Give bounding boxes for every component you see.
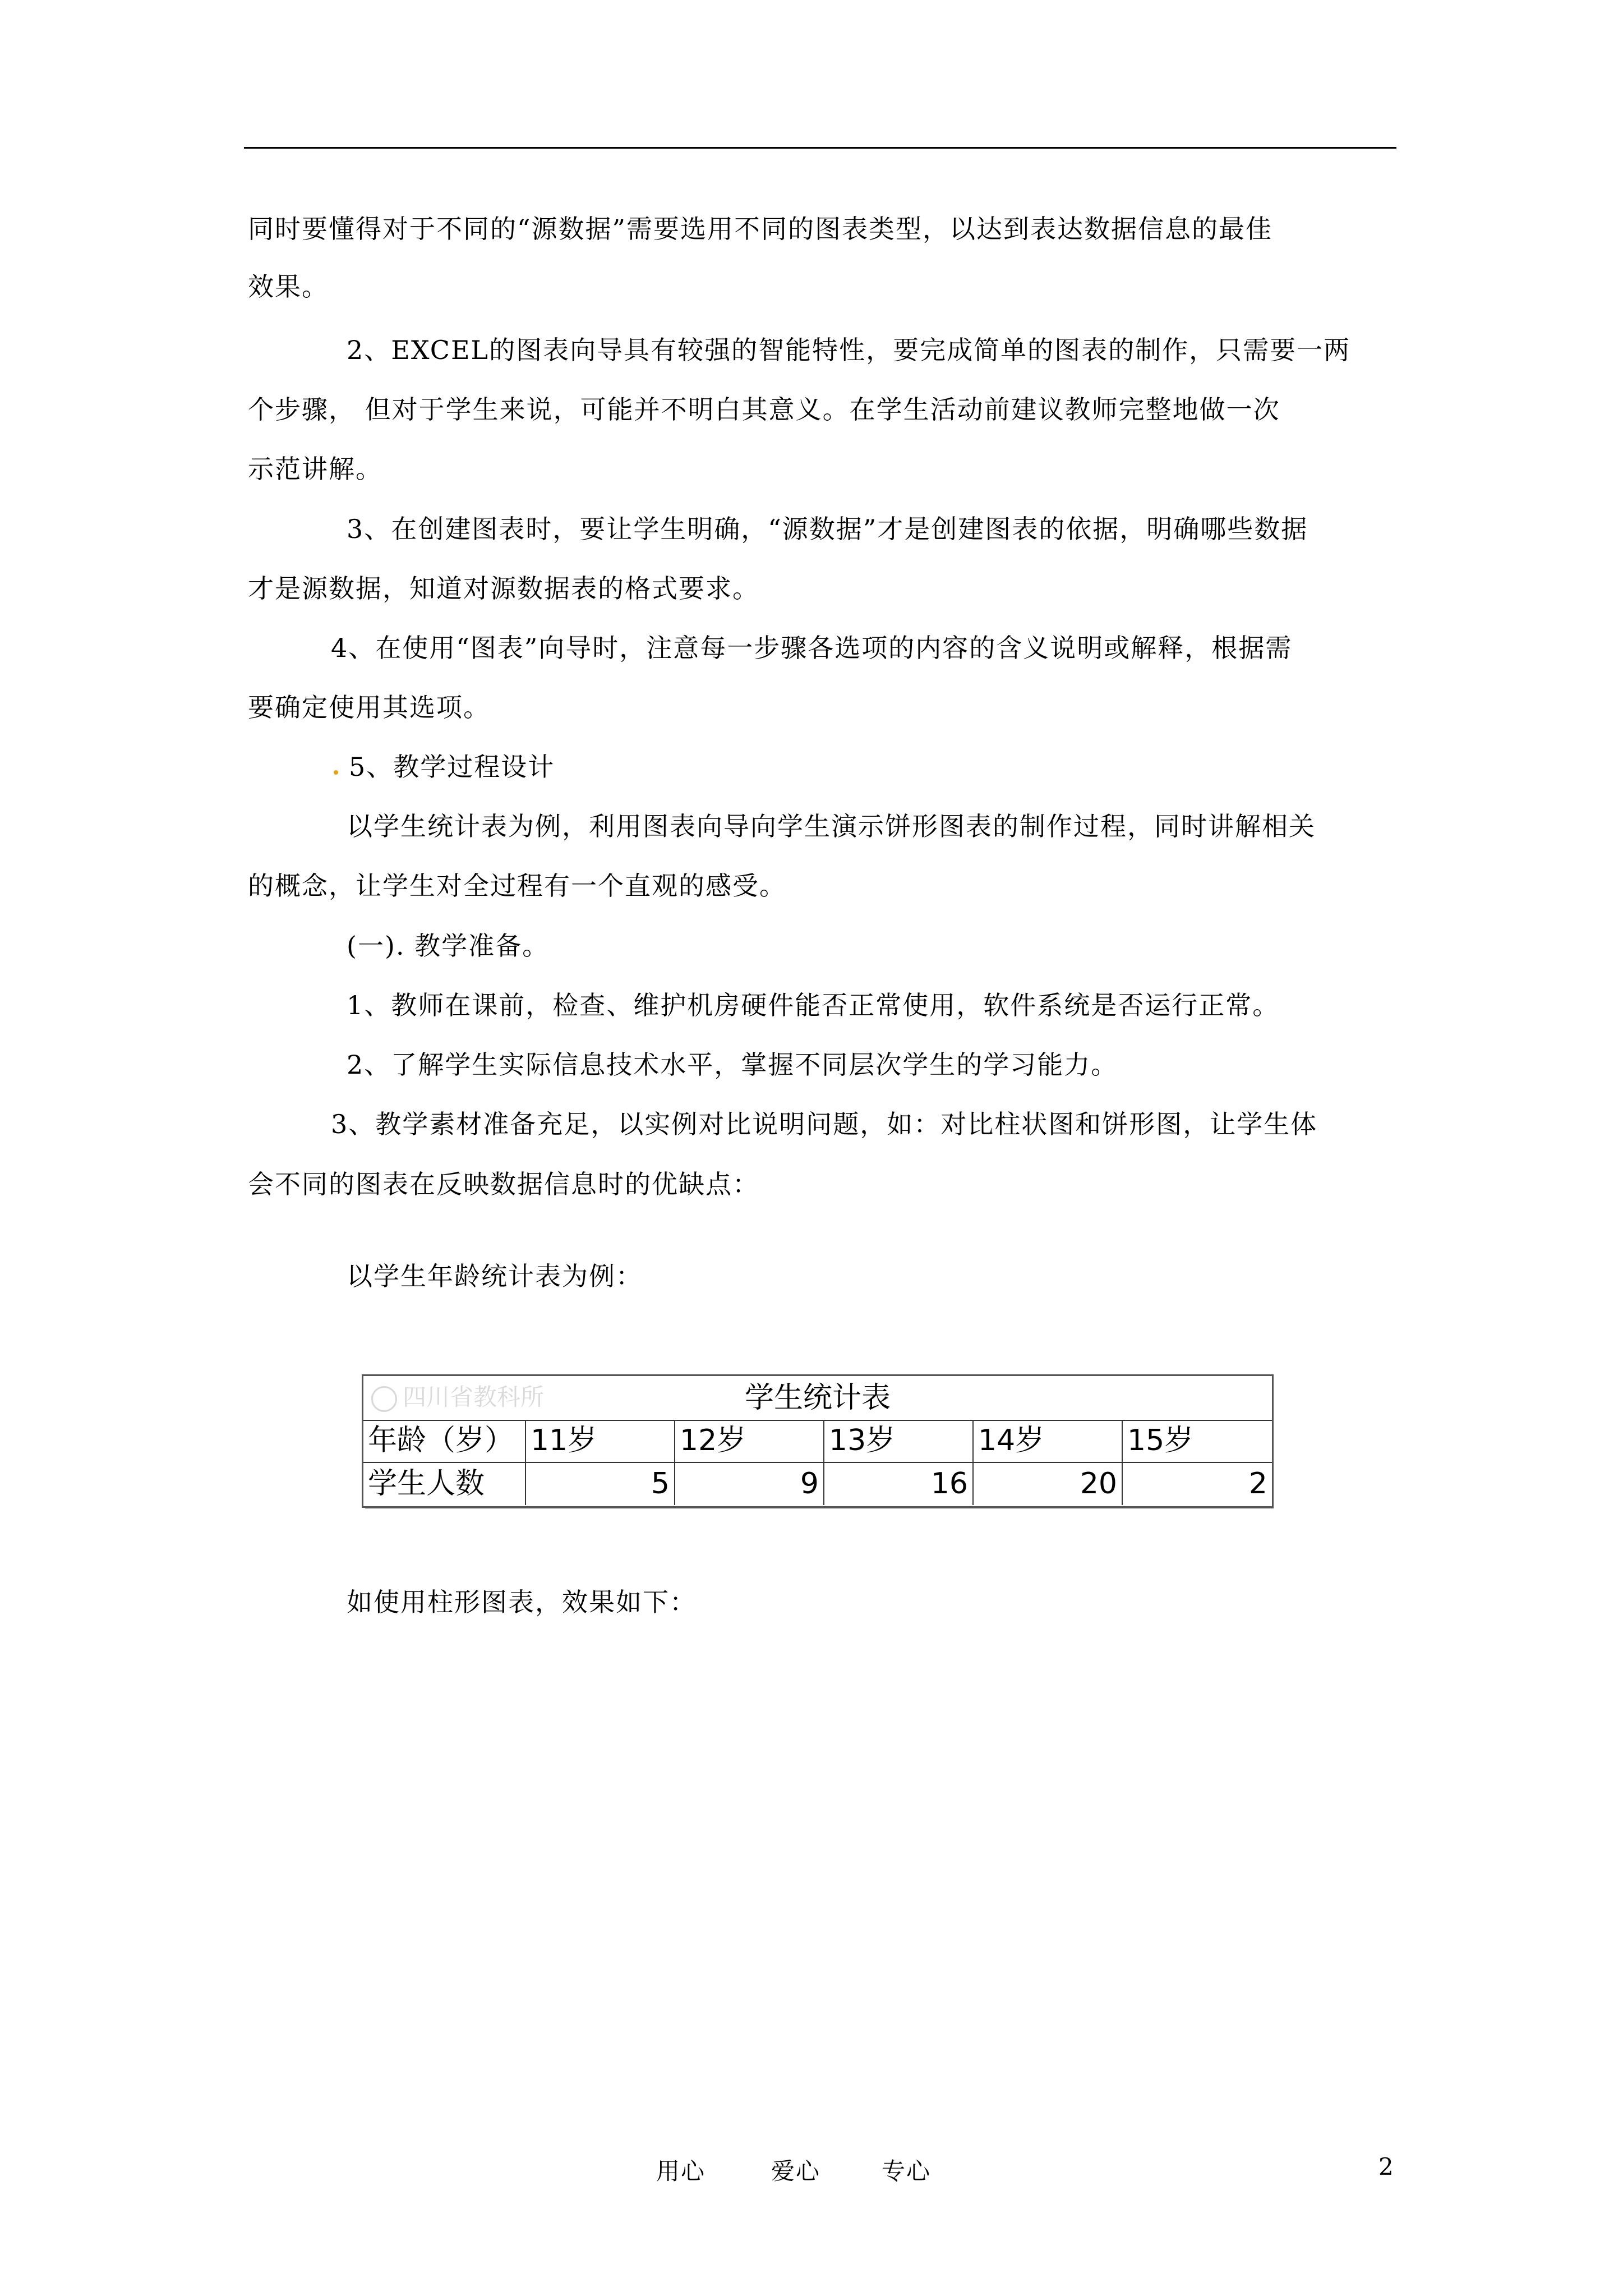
table-cell: 20 xyxy=(974,1463,1123,1505)
p3-line2: 才是源数据，知道对源数据表的格式要求。 xyxy=(248,573,759,604)
table-title: 学生统计表 xyxy=(363,1376,1272,1421)
prep-item-2: 2、了解学生实际信息技术水平，掌握不同层次学生的学习能力。 xyxy=(347,1050,1118,1080)
table-header-cell: 年龄（岁） xyxy=(363,1420,526,1462)
table-cell: 12岁 xyxy=(675,1420,824,1462)
p2-line1: 2、EXCEL的图表向导具有较强的智能特性，要完成简单的图表的制作，只需要一两 xyxy=(347,335,1351,365)
prep-item-3-line2: 会不同的图表在反映数据信息时的优缺点： xyxy=(248,1169,759,1199)
bar-chart-intro: 如使用柱形图表，效果如下： xyxy=(347,1587,697,1617)
prep-item-3-line1: 3、教学素材准备充足，以实例对比说明问题，如：对比柱状图和饼形图，让学生体 xyxy=(331,1109,1318,1139)
table-cell: 16 xyxy=(824,1463,974,1505)
table-cell: 14岁 xyxy=(974,1420,1123,1462)
table-row-count xyxy=(363,1463,1272,1505)
footer-motto-2: 爱心 xyxy=(771,2157,821,2185)
p6-line2: 的概念，让学生对全过程有一个直观的感受。 xyxy=(248,871,786,901)
footer-motto-3: 专心 xyxy=(882,2157,932,2185)
table-cell: 15岁 xyxy=(1127,1424,1194,1457)
p2-line2: 个步骤， 但对于学生来说，可能并不明白其意义。在学生活动前建议教师完整地做一次 xyxy=(248,394,1280,425)
watermark-logo-icon xyxy=(371,1386,397,1412)
stray-mark xyxy=(334,770,338,775)
page-number: 2 xyxy=(1378,2153,1395,2180)
table-cell: 13岁 xyxy=(824,1420,974,1462)
p2-line3: 示范讲解。 xyxy=(248,454,382,484)
prep-heading: (一). 教学准备。 xyxy=(347,931,550,961)
footer-motto-1: 用心 xyxy=(656,2157,706,2185)
table-cell: 5 xyxy=(526,1463,675,1505)
section-heading: 5、教学过程设计 xyxy=(349,752,555,782)
p3-line1: 3、在创建图表时，要让学生明确，“源数据”才是创建图表的依据，明确哪些数据 xyxy=(347,514,1308,544)
p1-line1: 同时要懂得对于不同的“源数据”需要选用不同的图表类型，以达到表达数据信息的最佳 xyxy=(248,214,1273,244)
p1-line2: 效果。 xyxy=(248,272,329,302)
prep-item-1: 1、教师在课前，检查、维护机房硬件能否正常使用，软件系统是否运行正常。 xyxy=(347,990,1280,1020)
p4-line1: 4、在使用“图表”向导时，注意每一步骤各选项的内容的含义说明或解释，根据需 xyxy=(331,633,1293,663)
table-cell: 11岁 xyxy=(526,1420,675,1462)
spreadsheet-image xyxy=(362,1374,1274,1508)
student-statistics-table xyxy=(362,1374,1275,1509)
table-header-cell: 学生人数 xyxy=(363,1463,526,1505)
example-intro: 以学生年龄统计表为例： xyxy=(347,1261,643,1291)
header-rule xyxy=(244,147,1396,149)
table-cell: 2 xyxy=(1248,1467,1267,1501)
watermark xyxy=(371,1382,544,1413)
p4-line2: 要确定使用其选项。 xyxy=(248,692,490,723)
table-cell: 9 xyxy=(675,1463,824,1505)
p6-line1: 以学生统计表为例，利用图表向导向学生演示饼形图表的制作过程，同时讲解相关 xyxy=(347,811,1316,841)
watermark-text: 四川省教科所 xyxy=(403,1383,545,1411)
table-row-age xyxy=(363,1420,1272,1463)
